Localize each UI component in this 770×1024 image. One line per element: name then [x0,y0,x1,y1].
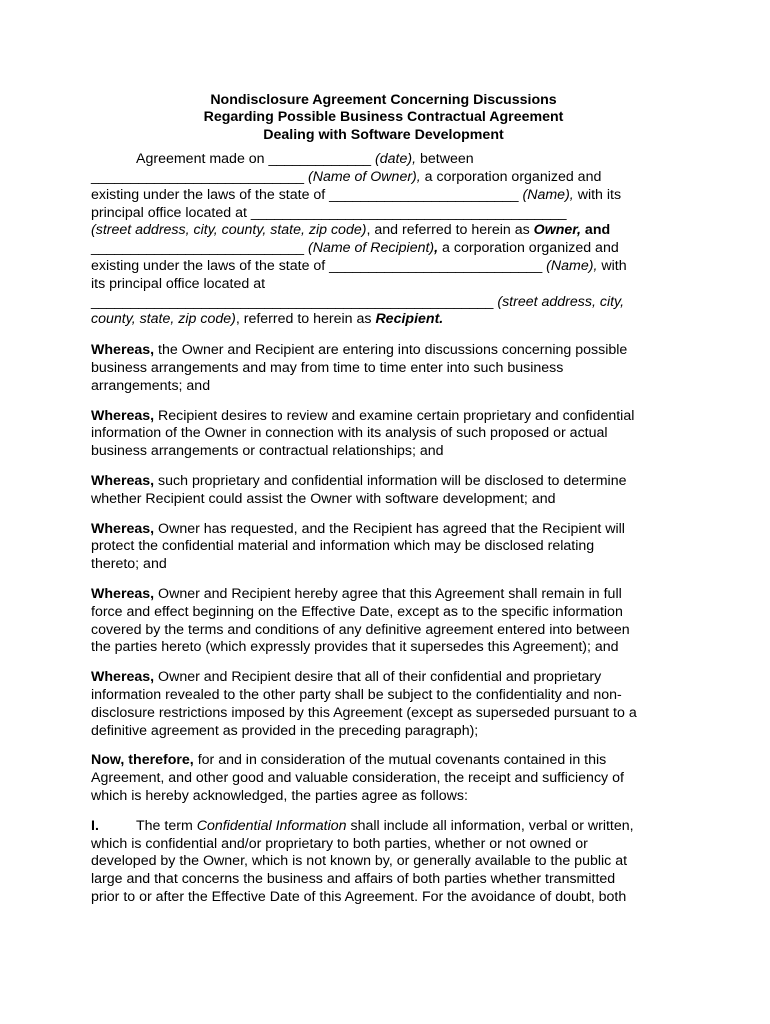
whereas-paragraph-1: Whereas, the Owner and Recipient are entering into discussions concerning possible business arrangements and may from time to time enter into such business arrangements; and [91,342,628,394]
document-page [91,92,676,919]
title-line-3: Dealing with Software Development [263,126,504,143]
section-1-paragraph: I. The term Confidential Information shall include all information, verbal or written, which is confidential and/or proprietary to both parties, whether or not owned or developed by the Owner, which is not known by, or generally available to the public at large and that concerns the business and affairs of both parties whether transmitted prior to or after the Effective Date of this Agreement. For the avoidance of doubt, both [91,817,634,905]
title-line-2: Regarding Possible Business Contractual Agreement [203,109,564,126]
intro-paragraph: Agreement made on _____________ (date), between ___________________________ (Name of Owner), a corporation organized and existing under the laws of the state of ________________________ (Name), with its principal office located at ________________________________________ (street address, city, county, state, zip code), and referred to herein as Owner, and ___________________________ (Name of Recipient), a corporation organized and existing under the laws of the state of ___________________________ (Name), with its principal office located at ___________________________________________________ (street address, city, county, state, zip code), referred to herein as Recipient. [91,151,627,328]
now-therefore-paragraph: Now, therefore, for and in consideration of the mutual covenants contained in this Agreement, and other good and valuable consideration, the receipt and sufficiency of which is hereby acknowledged, the parties agree as follows: [91,752,624,804]
document-title [91,92,676,144]
whereas-paragraph-5: Whereas, Owner and Recipient hereby agree that this Agreement shall remain in full force and effect beginning on the Effective Date, except as to the specific information covered by the terms and conditions of any definitive agreement entered into between the parties hereto (which expressly provides that it supersedes this Agreement); and [91,585,630,656]
whereas-paragraph-3: Whereas, such proprietary and confidential information will be disclosed to determine whether Recipient could assist the Owner with software development; and [91,472,627,507]
whereas-paragraph-4: Whereas, Owner has requested, and the Recipient has agreed that the Recipient will protect the confidential material and information which may be disclosed relating thereto; and [91,520,625,573]
section-number: I. [91,817,99,834]
title-line-1: Nondisclosure Agreement Concerning Discussions [210,92,557,108]
whereas-paragraph-2: Whereas, Recipient desires to review and examine certain proprietary and confidential information of the Owner in connection with its analysis of such proposed or actual business arrangements or contractual relationships; and [91,407,635,460]
whereas-paragraph-6: Whereas, Owner and Recipient desire that all of their confidential and proprietary information revealed to the other party shall be subject to the confidentiality and non- disclosure restrictions imposed by this Agreement (except as superseded pursuant to a definitive agreement as provided in the preceding paragraph); [91,669,637,739]
